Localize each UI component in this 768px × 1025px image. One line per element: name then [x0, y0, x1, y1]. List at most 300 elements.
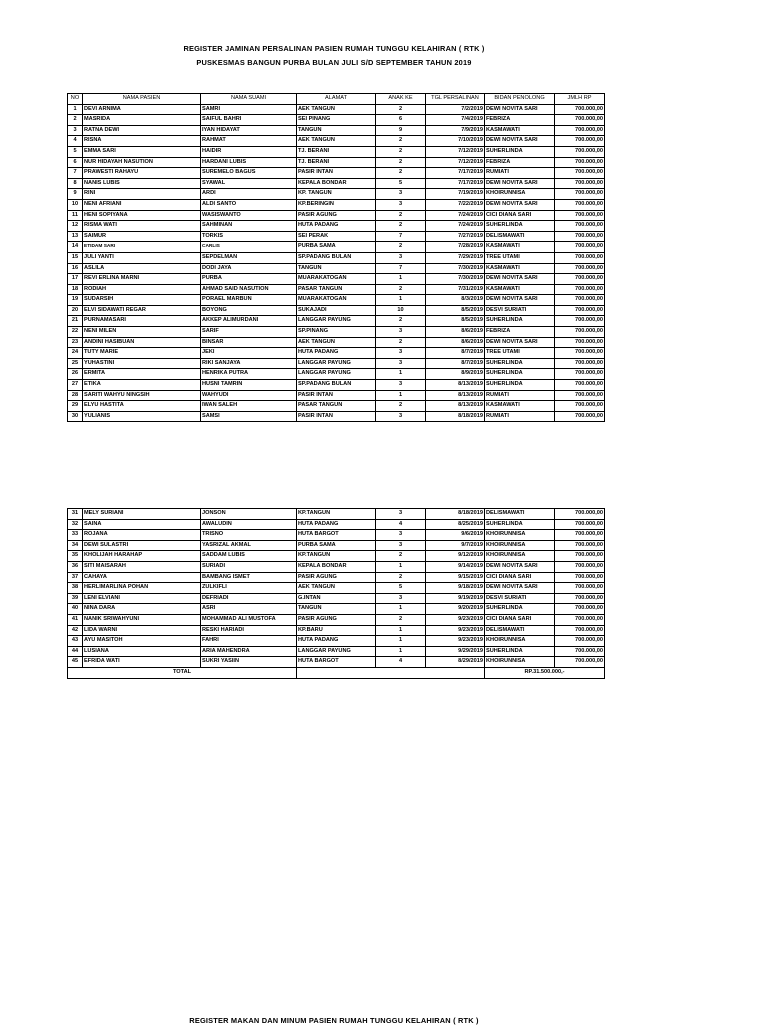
- cell-tgl-persalinan: 7/24/2019: [426, 221, 485, 232]
- cell-bidan-penolong: DELISMAWATI: [485, 509, 555, 520]
- cell-jmlh-rp: 700.000,00: [555, 305, 605, 316]
- cell-bidan-penolong: KASMAWATI: [485, 263, 555, 274]
- cell-tgl-persalinan: 9/7/2019: [426, 540, 485, 551]
- cell-jmlh-rp: 700.000,00: [555, 284, 605, 295]
- cell-tgl-persalinan: 7/27/2019: [426, 231, 485, 242]
- cell-bidan-penolong: KHOIRUNNISA: [485, 189, 555, 200]
- cell-no: 20: [68, 305, 83, 316]
- cell-nama-suami: ZULKIFLI: [201, 583, 297, 594]
- cell-no: 39: [68, 593, 83, 604]
- cell-nama-pasien: DEVI ARNIMA: [83, 104, 201, 115]
- cell-anak-ke: 6: [376, 115, 426, 126]
- table-row: [68, 295, 605, 306]
- cell-no: 11: [68, 210, 83, 221]
- cell-nama-pasien: NENI MILEN: [83, 327, 201, 338]
- col-header-nama-pasien: NAMA PASIEN: [83, 94, 201, 105]
- cell-no: 26: [68, 369, 83, 380]
- cell-bidan-penolong: DEWI NOVITA SARI: [485, 199, 555, 210]
- cell-nama-pasien: ELYU HASTITA: [83, 401, 201, 412]
- cell-nama-pasien: KHOLIJAH HARAHAP: [83, 551, 201, 562]
- cell-no: 21: [68, 316, 83, 327]
- cell-nama-pasien: ANDINI HASIBUAN: [83, 337, 201, 348]
- table-row: [68, 231, 605, 242]
- cell-no: 29: [68, 401, 83, 412]
- cell-tgl-persalinan: 8/18/2019: [426, 509, 485, 520]
- cell-no: 4: [68, 136, 83, 147]
- cell-tgl-persalinan: 8/6/2019: [426, 327, 485, 338]
- cell-nama-suami: AWALUDIN: [201, 519, 297, 530]
- cell-tgl-persalinan: 7/2/2019: [426, 104, 485, 115]
- cell-anak-ke: 2: [376, 401, 426, 412]
- cell-no: 3: [68, 125, 83, 136]
- cell-jmlh-rp: 700.000,00: [555, 604, 605, 615]
- cell-nama-pasien: HENI SOPIYANA: [83, 210, 201, 221]
- cell-alamat: MUARAKATOGAN: [297, 274, 376, 285]
- cell-jmlh-rp: 700.000,00: [555, 380, 605, 391]
- cell-jmlh-rp: 700.000,00: [555, 146, 605, 157]
- cell-tgl-persalinan: 8/5/2019: [426, 305, 485, 316]
- cell-nama-suami: ARDI: [201, 189, 297, 200]
- cell-nama-pasien: JULI YANTI: [83, 252, 201, 263]
- cell-anak-ke: 2: [376, 168, 426, 179]
- cell-jmlh-rp: 700.000,00: [555, 540, 605, 551]
- cell-no: 14: [68, 242, 83, 253]
- cell-tgl-persalinan: 9/23/2019: [426, 614, 485, 625]
- cell-anak-ke: 2: [376, 337, 426, 348]
- cell-bidan-penolong: CICI DIANA SARI: [485, 210, 555, 221]
- table-row: [68, 593, 605, 604]
- next-register-title: REGISTER MAKAN DAN MINUM PASIEN RUMAH TUNGGU KELAHIRAN ( RTK ): [189, 1016, 479, 1025]
- table-row: [68, 519, 605, 530]
- cell-alamat: HUTA BARGOT: [297, 530, 376, 541]
- cell-nama-pasien: HERLIMARLINA POHAN: [83, 583, 201, 594]
- cell-anak-ke: 10: [376, 305, 426, 316]
- cell-bidan-penolong: DEWI NOVITA SARI: [485, 274, 555, 285]
- cell-anak-ke: 5: [376, 178, 426, 189]
- cell-bidan-penolong: KHOIRUNNISA: [485, 540, 555, 551]
- table-row: [68, 242, 605, 253]
- cell-no: 28: [68, 390, 83, 401]
- cell-nama-suami: HENRIKA PUTRA: [201, 369, 297, 380]
- cell-alamat: TANGUN: [297, 604, 376, 615]
- cell-nama-pasien: NINA DARA: [83, 604, 201, 615]
- cell-anak-ke: 2: [376, 146, 426, 157]
- cell-alamat: PASIR AGUNG: [297, 210, 376, 221]
- cell-anak-ke: 2: [376, 136, 426, 147]
- cell-alamat: KP.TANGUN: [297, 509, 376, 520]
- table-row: [68, 189, 605, 200]
- cell-bidan-penolong: SUHERLINDA: [485, 146, 555, 157]
- cell-nama-suami: IWAN SALEH: [201, 401, 297, 412]
- cell-bidan-penolong: RUMIATI: [485, 390, 555, 401]
- cell-nama-suami: HAIDIR: [201, 146, 297, 157]
- cell-alamat: TANGUN: [297, 263, 376, 274]
- cell-anak-ke: 3: [376, 380, 426, 391]
- table-row: [68, 136, 605, 147]
- cell-no: 43: [68, 636, 83, 647]
- cell-no: 9: [68, 189, 83, 200]
- cell-no: 7: [68, 168, 83, 179]
- cell-alamat: SUKAJADI: [297, 305, 376, 316]
- cell-no: 1: [68, 104, 83, 115]
- cell-no: 32: [68, 519, 83, 530]
- cell-anak-ke: 3: [376, 348, 426, 359]
- cell-alamat: G.INTAN: [297, 593, 376, 604]
- table-row: [68, 657, 605, 668]
- cell-tgl-persalinan: 7/17/2019: [426, 168, 485, 179]
- cell-anak-ke: 2: [376, 157, 426, 168]
- cell-nama-suami: MOHAMMAD ALI MUSTOFA: [201, 614, 297, 625]
- col-header-tgl-persalinan: TGL PERSALINAN: [426, 94, 485, 105]
- cell-no: 24: [68, 348, 83, 359]
- cell-nama-suami: CARLIS: [201, 242, 297, 253]
- cell-tgl-persalinan: 9/19/2019: [426, 593, 485, 604]
- cell-anak-ke: 3: [376, 593, 426, 604]
- cell-jmlh-rp: 700.000,00: [555, 636, 605, 647]
- cell-no: 25: [68, 358, 83, 369]
- cell-alamat: TANGUN: [297, 125, 376, 136]
- cell-nama-pasien: CAHAYA: [83, 572, 201, 583]
- cell-alamat: TJ. BERANI: [297, 146, 376, 157]
- cell-tgl-persalinan: 8/25/2019: [426, 519, 485, 530]
- cell-nama-suami: BOYONG: [201, 305, 297, 316]
- cell-anak-ke: 3: [376, 189, 426, 200]
- cell-tgl-persalinan: 9/20/2019: [426, 604, 485, 615]
- cell-bidan-penolong: KASMAWATI: [485, 401, 555, 412]
- cell-anak-ke: 2: [376, 242, 426, 253]
- cell-tgl-persalinan: 7/12/2019: [426, 146, 485, 157]
- cell-jmlh-rp: 700.000,00: [555, 390, 605, 401]
- cell-jmlh-rp: 700.000,00: [555, 263, 605, 274]
- cell-nama-pasien: YULIANIS: [83, 411, 201, 422]
- cell-no: 6: [68, 157, 83, 168]
- table-row: [68, 210, 605, 221]
- cell-jmlh-rp: 700.000,00: [555, 104, 605, 115]
- cell-nama-suami: SAMRI: [201, 104, 297, 115]
- cell-bidan-penolong: SUHERLINDA: [485, 358, 555, 369]
- col-header-nama-suami: NAMA SUAMI: [201, 94, 297, 105]
- cell-jmlh-rp: 700.000,00: [555, 274, 605, 285]
- cell-nama-pasien: NANIS LUBIS: [83, 178, 201, 189]
- cell-tgl-persalinan: 8/13/2019: [426, 401, 485, 412]
- cell-no: 36: [68, 561, 83, 572]
- table-row: [68, 125, 605, 136]
- cell-nama-suami: IYAN HIDAYAT: [201, 125, 297, 136]
- cell-nama-suami: ALDI SANTO: [201, 199, 297, 210]
- cell-alamat: AEK TANGUN: [297, 337, 376, 348]
- cell-anak-ke: 3: [376, 540, 426, 551]
- cell-nama-pasien: PURNAMASARI: [83, 316, 201, 327]
- table-row: [68, 284, 605, 295]
- cell-anak-ke: 2: [376, 104, 426, 115]
- cell-anak-ke: 3: [376, 327, 426, 338]
- cell-tgl-persalinan: 7/30/2019: [426, 274, 485, 285]
- cell-no: 15: [68, 252, 83, 263]
- cell-nama-pasien: DEWI SULASTRI: [83, 540, 201, 551]
- cell-nama-suami: ASRI: [201, 604, 297, 615]
- cell-nama-suami: DEFRIADI: [201, 593, 297, 604]
- cell-anak-ke: 1: [376, 295, 426, 306]
- table-row: [68, 168, 605, 179]
- cell-nama-suami: JEKI: [201, 348, 297, 359]
- cell-nama-pasien: REVI ERLINA MARNI: [83, 274, 201, 285]
- cell-jmlh-rp: 700.000,00: [555, 614, 605, 625]
- cell-anak-ke: 9: [376, 125, 426, 136]
- cell-bidan-penolong: DELISMAWATI: [485, 625, 555, 636]
- cell-bidan-penolong: SUHERLINDA: [485, 380, 555, 391]
- col-header-anak-ke: ANAK KE: [376, 94, 426, 105]
- cell-jmlh-rp: 700.000,00: [555, 657, 605, 668]
- cell-jmlh-rp: 700.000,00: [555, 136, 605, 147]
- col-header-alamat: ALAMAT: [297, 94, 376, 105]
- cell-bidan-penolong: DEWI NOVITA SARI: [485, 104, 555, 115]
- cell-anak-ke: 1: [376, 625, 426, 636]
- cell-no: 42: [68, 625, 83, 636]
- cell-bidan-penolong: KASMAWATI: [485, 242, 555, 253]
- cell-nama-suami: SADDAM LUBIS: [201, 551, 297, 562]
- total-row: [68, 667, 605, 678]
- table-row: [68, 263, 605, 274]
- cell-nama-pasien: SITI MAISARAH: [83, 561, 201, 572]
- table-row: [68, 551, 605, 562]
- cell-nama-pasien: ASLILA: [83, 263, 201, 274]
- cell-tgl-persalinan: 9/23/2019: [426, 625, 485, 636]
- cell-no: 44: [68, 646, 83, 657]
- cell-bidan-penolong: SUHERLINDA: [485, 221, 555, 232]
- cell-jmlh-rp: 700.000,00: [555, 242, 605, 253]
- cell-anak-ke: 2: [376, 284, 426, 295]
- cell-alamat: AEK TANGUN: [297, 104, 376, 115]
- cell-no: 41: [68, 614, 83, 625]
- table-row: [68, 646, 605, 657]
- cell-nama-suami: SAIFUL BAHRI: [201, 115, 297, 126]
- cell-bidan-penolong: RUMIATI: [485, 168, 555, 179]
- cell-tgl-persalinan: 7/29/2019: [426, 252, 485, 263]
- cell-alamat: PURBA SAMA: [297, 540, 376, 551]
- table-header-row: [68, 94, 605, 105]
- cell-alamat: HUTA BARGOT: [297, 657, 376, 668]
- cell-anak-ke: 1: [376, 274, 426, 285]
- cell-alamat: PASAR TANGUN: [297, 284, 376, 295]
- table-row: [68, 305, 605, 316]
- cell-anak-ke: 5: [376, 583, 426, 594]
- cell-jmlh-rp: 700.000,00: [555, 561, 605, 572]
- table-row: [68, 157, 605, 168]
- cell-nama-pasien: MELY SURIANI: [83, 509, 201, 520]
- cell-anak-ke: 2: [376, 221, 426, 232]
- cell-bidan-penolong: KHOIRUNNISA: [485, 551, 555, 562]
- cell-nama-suami: DODI JAYA: [201, 263, 297, 274]
- cell-no: 2: [68, 115, 83, 126]
- cell-alamat: AEK TANGUN: [297, 583, 376, 594]
- cell-no: 16: [68, 263, 83, 274]
- cell-jmlh-rp: 700.000,00: [555, 509, 605, 520]
- col-header-no: NO: [68, 94, 83, 105]
- cell-nama-suami: PURBA: [201, 274, 297, 285]
- cell-nama-suami: AHMAD SAID NASUTION: [201, 284, 297, 295]
- cell-jmlh-rp: 700.000,00: [555, 168, 605, 179]
- cell-alamat: LANGGAR PAYUNG: [297, 358, 376, 369]
- cell-anak-ke: 2: [376, 572, 426, 583]
- cell-alamat: SP.PADANG BULAN: [297, 380, 376, 391]
- cell-alamat: LANGGAR PAYUNG: [297, 316, 376, 327]
- table-row: [68, 411, 605, 422]
- table-row: [68, 316, 605, 327]
- cell-jmlh-rp: 700.000,00: [555, 327, 605, 338]
- cell-tgl-persalinan: 7/24/2019: [426, 210, 485, 221]
- cell-bidan-penolong: DEWI NOVITA SARI: [485, 295, 555, 306]
- cell-jmlh-rp: 700.000,00: [555, 358, 605, 369]
- cell-jmlh-rp: 700.000,00: [555, 210, 605, 221]
- cell-nama-suami: WAHYUDI: [201, 390, 297, 401]
- cell-alamat: KP.BERINGIN: [297, 199, 376, 210]
- cell-tgl-persalinan: 7/22/2019: [426, 199, 485, 210]
- cell-tgl-persalinan: 7/10/2019: [426, 136, 485, 147]
- cell-nama-suami: ARIA MAHENDRA: [201, 646, 297, 657]
- cell-alamat: LANGGAR PAYUNG: [297, 646, 376, 657]
- cell-nama-suami: SUKRI YASIIN: [201, 657, 297, 668]
- cell-nama-suami: RAHMAT: [201, 136, 297, 147]
- cell-no: 35: [68, 551, 83, 562]
- cell-jmlh-rp: 700.000,00: [555, 231, 605, 242]
- cell-anak-ke: 2: [376, 210, 426, 221]
- cell-tgl-persalinan: 7/12/2019: [426, 157, 485, 168]
- cell-no: 33: [68, 530, 83, 541]
- cell-bidan-penolong: KHOIRUNNISA: [485, 530, 555, 541]
- cell-bidan-penolong: DEWI NOVITA SARI: [485, 583, 555, 594]
- register-title: REGISTER JAMINAN PERSALINAN PASIEN RUMAH TUNGGU KELAHIRAN ( RTK ): [183, 44, 485, 53]
- cell-alamat: KP.TANGUN: [297, 551, 376, 562]
- cell-nama-suami: FAHRI: [201, 636, 297, 647]
- cell-nama-pasien: PRAWESTI RAHAYU: [83, 168, 201, 179]
- cell-jmlh-rp: 700.000,00: [555, 572, 605, 583]
- cell-nama-pasien: ETIKA: [83, 380, 201, 391]
- cell-nama-pasien: RATNA DEWI: [83, 125, 201, 136]
- cell-nama-pasien: MASRIDA: [83, 115, 201, 126]
- cell-nama-pasien: RISNA: [83, 136, 201, 147]
- cell-tgl-persalinan: 8/5/2019: [426, 316, 485, 327]
- cell-tgl-persalinan: 9/14/2019: [426, 561, 485, 572]
- cell-nama-pasien: ETIDAM SARI: [83, 242, 201, 253]
- cell-nama-pasien: SUDARSIH: [83, 295, 201, 306]
- cell-bidan-penolong: KHOIRUNNISA: [485, 636, 555, 647]
- cell-alamat: PURBA SAMA: [297, 242, 376, 253]
- cell-tgl-persalinan: 9/18/2019: [426, 583, 485, 594]
- cell-tgl-persalinan: 9/23/2019: [426, 636, 485, 647]
- cell-jmlh-rp: 700.000,00: [555, 646, 605, 657]
- cell-no: 37: [68, 572, 83, 583]
- cell-nama-pasien: TUTY MARIE: [83, 348, 201, 359]
- cell-nama-suami: AKKEP ALIMURDANI: [201, 316, 297, 327]
- cell-tgl-persalinan: 7/4/2019: [426, 115, 485, 126]
- cell-no: 34: [68, 540, 83, 551]
- cell-alamat: SEI PERAK: [297, 231, 376, 242]
- cell-tgl-persalinan: 7/28/2019: [426, 242, 485, 253]
- cell-bidan-penolong: TREE UTAMI: [485, 252, 555, 263]
- table-row: [68, 636, 605, 647]
- cell-nama-suami: SEPDELMAN: [201, 252, 297, 263]
- cell-alamat: HUTA PADANG: [297, 221, 376, 232]
- cell-nama-suami: SURIADI: [201, 561, 297, 572]
- cell-anak-ke: 3: [376, 530, 426, 541]
- total-spacer: [297, 667, 485, 678]
- register-table-page-2: [67, 508, 605, 679]
- cell-no: 17: [68, 274, 83, 285]
- cell-no: 8: [68, 178, 83, 189]
- cell-alamat: KEPALA BONDAR: [297, 178, 376, 189]
- total-label: TOTAL: [68, 667, 297, 678]
- cell-nama-suami: TORKIS: [201, 231, 297, 242]
- cell-nama-suami: JONSON: [201, 509, 297, 520]
- cell-no: 27: [68, 380, 83, 391]
- cell-nama-suami: HARDANI LUBIS: [201, 157, 297, 168]
- cell-nama-pasien: RINI: [83, 189, 201, 200]
- cell-nama-suami: RESKI HARIADI: [201, 625, 297, 636]
- cell-no: 38: [68, 583, 83, 594]
- table-row: [68, 115, 605, 126]
- cell-no: 12: [68, 221, 83, 232]
- cell-anak-ke: 2: [376, 614, 426, 625]
- cell-nama-pasien: NANIK SRIWAHYUNI: [83, 614, 201, 625]
- cell-tgl-persalinan: 8/9/2019: [426, 369, 485, 380]
- table-row: [68, 380, 605, 391]
- cell-bidan-penolong: KASMAWATI: [485, 125, 555, 136]
- cell-nama-pasien: NUR HIDAYAH NASUTION: [83, 157, 201, 168]
- cell-jmlh-rp: 700.000,00: [555, 583, 605, 594]
- cell-alamat: TJ. BERANI: [297, 157, 376, 168]
- cell-bidan-penolong: SUHERLINDA: [485, 604, 555, 615]
- register-table-page-1: [67, 93, 605, 422]
- cell-anak-ke: 1: [376, 390, 426, 401]
- cell-anak-ke: 4: [376, 657, 426, 668]
- cell-no: 23: [68, 337, 83, 348]
- cell-jmlh-rp: 700.000,00: [555, 551, 605, 562]
- cell-nama-suami: HUSNI TAMRIN: [201, 380, 297, 391]
- table-row: [68, 401, 605, 412]
- cell-jmlh-rp: 700.000,00: [555, 189, 605, 200]
- table-row: [68, 369, 605, 380]
- table-row: [68, 199, 605, 210]
- cell-bidan-penolong: SUHERLINDA: [485, 519, 555, 530]
- cell-jmlh-rp: 700.000,00: [555, 316, 605, 327]
- cell-jmlh-rp: 700.000,00: [555, 157, 605, 168]
- cell-tgl-persalinan: 8/7/2019: [426, 358, 485, 369]
- cell-bidan-penolong: DELISMAWATI: [485, 231, 555, 242]
- cell-anak-ke: 3: [376, 411, 426, 422]
- table-row: [68, 104, 605, 115]
- cell-jmlh-rp: 700.000,00: [555, 199, 605, 210]
- cell-anak-ke: 3: [376, 358, 426, 369]
- cell-no: 40: [68, 604, 83, 615]
- cell-bidan-penolong: DESVI SURIATI: [485, 305, 555, 316]
- cell-nama-suami: BINSAR: [201, 337, 297, 348]
- col-header-jmlh-rp: JMLH RP: [555, 94, 605, 105]
- cell-nama-suami: SAHMINAN: [201, 221, 297, 232]
- cell-anak-ke: 7: [376, 231, 426, 242]
- cell-tgl-persalinan: 7/31/2019: [426, 284, 485, 295]
- cell-no: 45: [68, 657, 83, 668]
- cell-alamat: KEPALA BONDAR: [297, 561, 376, 572]
- cell-nama-suami: SARIF: [201, 327, 297, 338]
- cell-anak-ke: 1: [376, 646, 426, 657]
- table-row: [68, 614, 605, 625]
- cell-alamat: SEI PINANG: [297, 115, 376, 126]
- cell-jmlh-rp: 700.000,00: [555, 252, 605, 263]
- cell-nama-pasien: RISMA WATI: [83, 221, 201, 232]
- cell-alamat: AEK TANGUN: [297, 136, 376, 147]
- cell-nama-pasien: YUHASTINI: [83, 358, 201, 369]
- cell-no: 19: [68, 295, 83, 306]
